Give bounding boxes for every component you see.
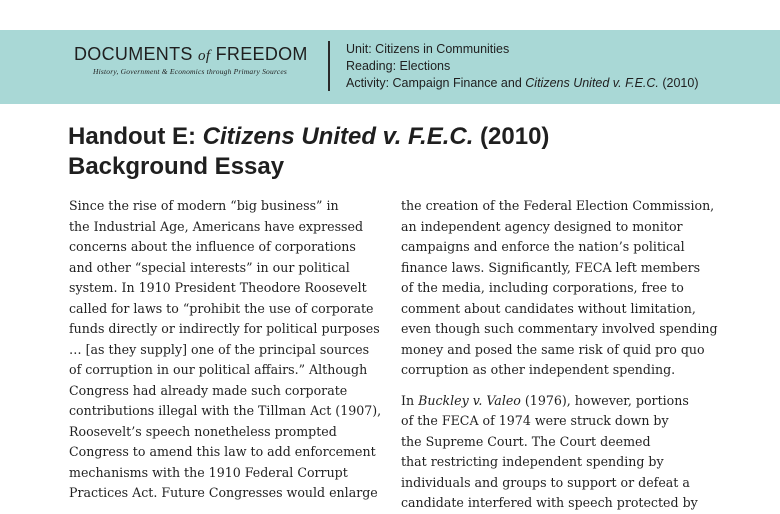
essay-paragraph: [401, 391, 718, 514]
essay-right-column: [401, 196, 718, 514]
essay-line: of the media, including corporations, free to: [401, 280, 684, 295]
activity-label: Activity: Campaign Finance and Citizens United v. F.E.C. (2010): [346, 76, 699, 90]
essay-line: of corruption in our political affairs.” Although: [69, 362, 368, 377]
header-divider: [328, 41, 330, 91]
essay-line: comment about candidates without limitation,: [401, 300, 696, 316]
essay-line: that restricting independent spending by: [401, 454, 664, 469]
essay-paragraph: [401, 196, 718, 381]
essay-line: Roosevelt’s speech nonetheless prompted: [69, 423, 337, 439]
essay-line: and other “special interests” in our political: [69, 259, 350, 275]
handout-title: [68, 122, 549, 182]
essay-line: campaigns and enforce the nation’s political: [401, 239, 685, 254]
essay-line: concerns about the influence of corporations: [69, 239, 356, 254]
logo-title-right: FREEDOM: [215, 44, 308, 64]
essay-line: contributions illegal with the Tillman Act (1907),: [69, 403, 382, 418]
essay-paragraph-lines: [401, 411, 718, 514]
essay-line: the Industrial Age, Americans have expressed: [69, 218, 364, 234]
essay-line: called for laws to “prohibit the use of corporate: [69, 300, 374, 316]
unit-label: Unit: Citizens in Communities: [346, 42, 510, 56]
logo-subtitle: History, Government & Economics through Primary Sources: [93, 67, 287, 76]
essay-line: the creation of the Federal Election Commission,: [401, 198, 715, 213]
essay-line: mechanisms with the 1910 Federal Corrupt: [69, 464, 348, 480]
essay-line: Congress had already made such corporate: [69, 382, 348, 398]
essay-line: individuals and groups to support or defeat a: [401, 474, 690, 490]
essay-line: corruption as other independent spending.: [401, 362, 676, 377]
unit-meta: [346, 41, 699, 92]
essay-line: the Supreme Court. The Court deemed: [401, 433, 651, 449]
handout-title-line1: Handout E: Citizens United v. F.E.C. (2010): [68, 123, 550, 150]
essay-line: Congress to amend this law to add enforcement: [69, 444, 376, 459]
essay-line: candidate interfered with speech protected by: [401, 495, 698, 510]
logo-title-of: of: [198, 48, 211, 64]
header-band: [0, 30, 780, 104]
paragraph-gap: [401, 381, 718, 391]
logo-title: [74, 44, 308, 65]
essay-line: finance laws. Significantly, FECA left members: [401, 259, 701, 275]
logo-title-left: DOCUMENTS: [74, 44, 193, 64]
reading-label: Reading: Elections: [346, 59, 451, 73]
essay-line: … [as they supply] one of the principal sources: [69, 341, 370, 357]
essay-line: of the FECA of 1974 were struck down by: [401, 413, 669, 428]
handout-title-line2: Background Essay: [68, 153, 285, 180]
essay-line: an independent agency designed to monitor: [401, 218, 683, 234]
essay-line: even though such commentary involved spending: [401, 321, 718, 336]
essay-line: funds directly or indirectly for political purposes: [69, 321, 380, 336]
essay-line: Practices Act. Future Congresses would enlarge: [69, 485, 378, 500]
essay-line: In Buckley v. Valeo (1976), however, portions: [401, 392, 689, 408]
essay-line: money and posed the same risk of quid pro quo: [401, 341, 705, 357]
essay-line: Since the rise of modern “big business” in: [69, 198, 339, 213]
essay-left-column: [69, 196, 381, 504]
essay-line: system. In 1910 President Theodore Roosevelt: [69, 280, 367, 295]
